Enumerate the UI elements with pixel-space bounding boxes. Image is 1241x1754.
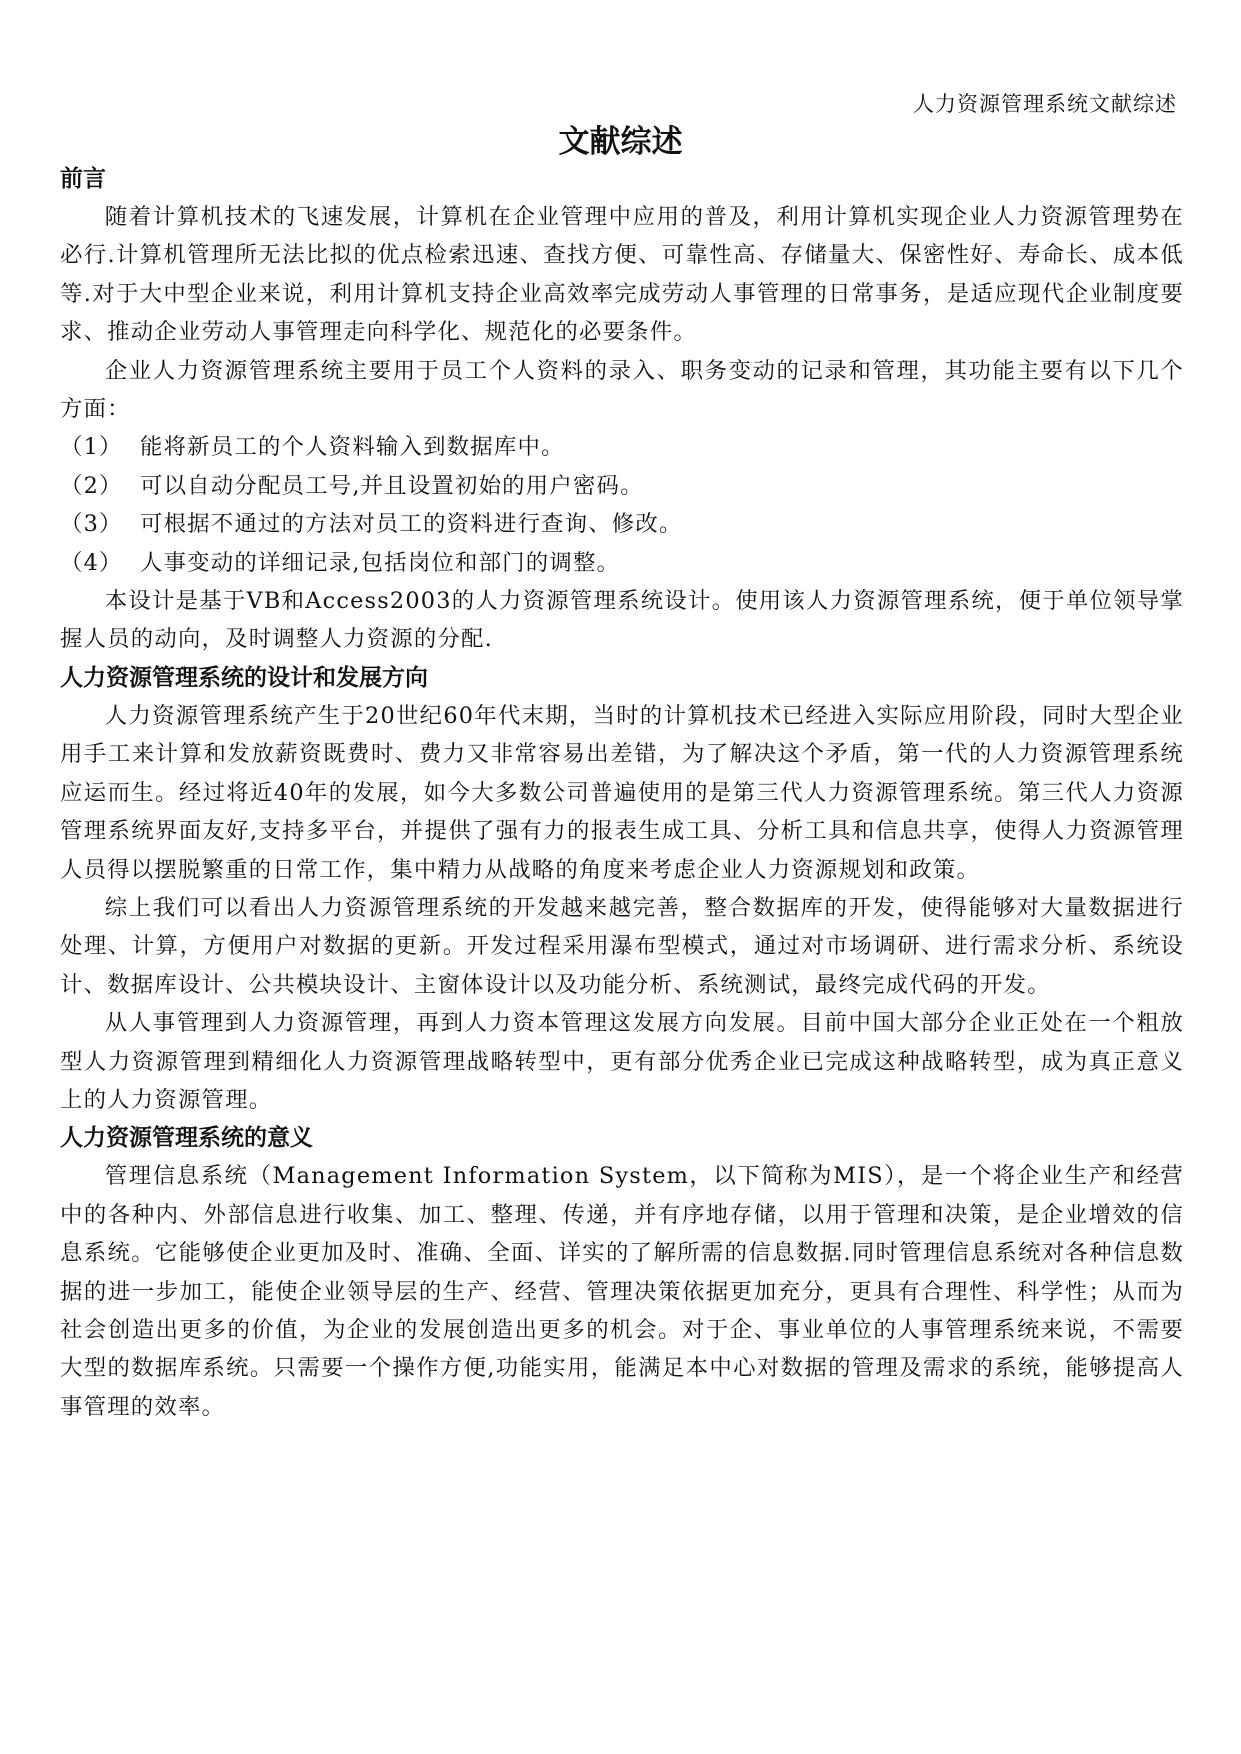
paragraph: 企业人力资源管理系统主要用于员工个人资料的录入、职务变动的记录和管理，其功能主要有以下几个方面： (60, 357, 1184, 423)
paragraph: 本设计是基于VB和Access2003的人力资源管理系统设计。使用该人力资源管理系统，便于单位领导掌握人员的动向，及时调整人力资源的分配. (60, 588, 1184, 653)
paragraph: 综上我们可以看出人力资源管理系统的开发越来越完善，整合数据库的开发，使得能够对大量数据进行处理、计算，方便用户对数据的更新。开发过程采用瀑布型模式，通过对市场调研、进行需求分析、系统设计、数据库设计、公共模块设计、主窗体设计以及功能分析、系统测试，最终完成代码的开发。 (60, 894, 1184, 998)
list-item-text: 人事变动的详细记录,包括岗位和部门的调整。 (140, 549, 621, 576)
list-item-number: （2） (60, 472, 123, 499)
section-heading-significance: 人力资源管理系统的意义 (60, 1125, 313, 1152)
list-item (60, 544, 1184, 582)
section-heading-preface: 前言 (60, 166, 106, 192)
running-header: 人力资源管理系统文献综述 (913, 92, 1177, 116)
document-body (60, 160, 1184, 1426)
list-item-number: （3） (60, 511, 123, 538)
list-item-number: （4） (60, 549, 123, 576)
paragraph: 从人事管理到人力资源管理，再到人力资本管理这发展方向发展。目前中国大部分企业正处在一个粗放型人力资源管理到精细化人力资源管理战略转型中，更有部分优秀企业已完成这种战略转型，成为真正意义上的人力资源管理。 (60, 1010, 1184, 1113)
paragraph: 随着计算机技术的飞速发展，计算机在企业管理中应用的普及，利用计算机实现企业人力资源管理势在必行.计算机管理所无法比拟的优点检索迅速、查找方便、可靠性高、存储量大、保密性好、寿命长、成本低等.对于大中型企业来说，利用计算机支持企业高效率完成劳动人事管理的日常事务，是适应现代企业制度要求、推动企业劳动人事管理走向科学化、规范化的必要条件。 (60, 204, 1184, 346)
paragraph: 人力资源管理系统产生于20世纪60年代末期，当时的计算机技术已经进入实际应用阶段，同时大型企业用手工来计算和发放薪资既费时、费力又非常容易出差错，为了解决这个矛盾，第一代的人力资源管理系统应运而生。经过将近40年的发展，如今大多数公司普遍使用的是第三代人力资源管理系统。第三代人力资源管理系统界面友好,支持多平台，并提供了强有力的报表生成工具、分析工具和信息共享，使得人力资源管理人员得以摆脱繁重的日常工作，集中精力从战略的角度来考虑企业人力资源规划和政策。 (60, 702, 1184, 883)
document-title: 文献综述 (558, 124, 683, 160)
list-item (60, 428, 1184, 466)
list-item-text: 能将新员工的个人资料输入到数据库中。 (140, 434, 565, 461)
section-heading-design-development: 人力资源管理系统的设计和发展方向 (60, 664, 428, 691)
list-item-text: 可根据不通过的方法对员工的资料进行查询、修改。 (140, 511, 683, 538)
list-item (60, 505, 1184, 543)
paragraph: 管理信息系统（Management Information System，以下简称为MIS），是一个将企业生产和经营中的各种内、外部信息进行收集、加工、整理、传递，并有序地存储，以用于管理和决策，是企业增效的信息系统。它能够使企业更加及时、准确、全面、详实的了解所需的信息数据.同时管理信息系统对各种信息数据的进一步加工，能使企业领导层的生产、经营、管理决策依据更加充分，更具有合理性、科学性；从而为社会创造出更多的价值，为企业的发展创造出更多的机会。对于企、事业单位的人事管理系统来说，不需要大型的数据库系统。只需要一个操作方便,功能实用，能满足本中心对数据的管理及需求的系统，能够提高人事管理的效率。 (60, 1163, 1184, 1420)
list-item-text: 可以自动分配员工号,并且设置初始的用户密码。 (140, 472, 644, 499)
list-item-number: （1） (60, 434, 123, 461)
list-item (60, 467, 1184, 505)
